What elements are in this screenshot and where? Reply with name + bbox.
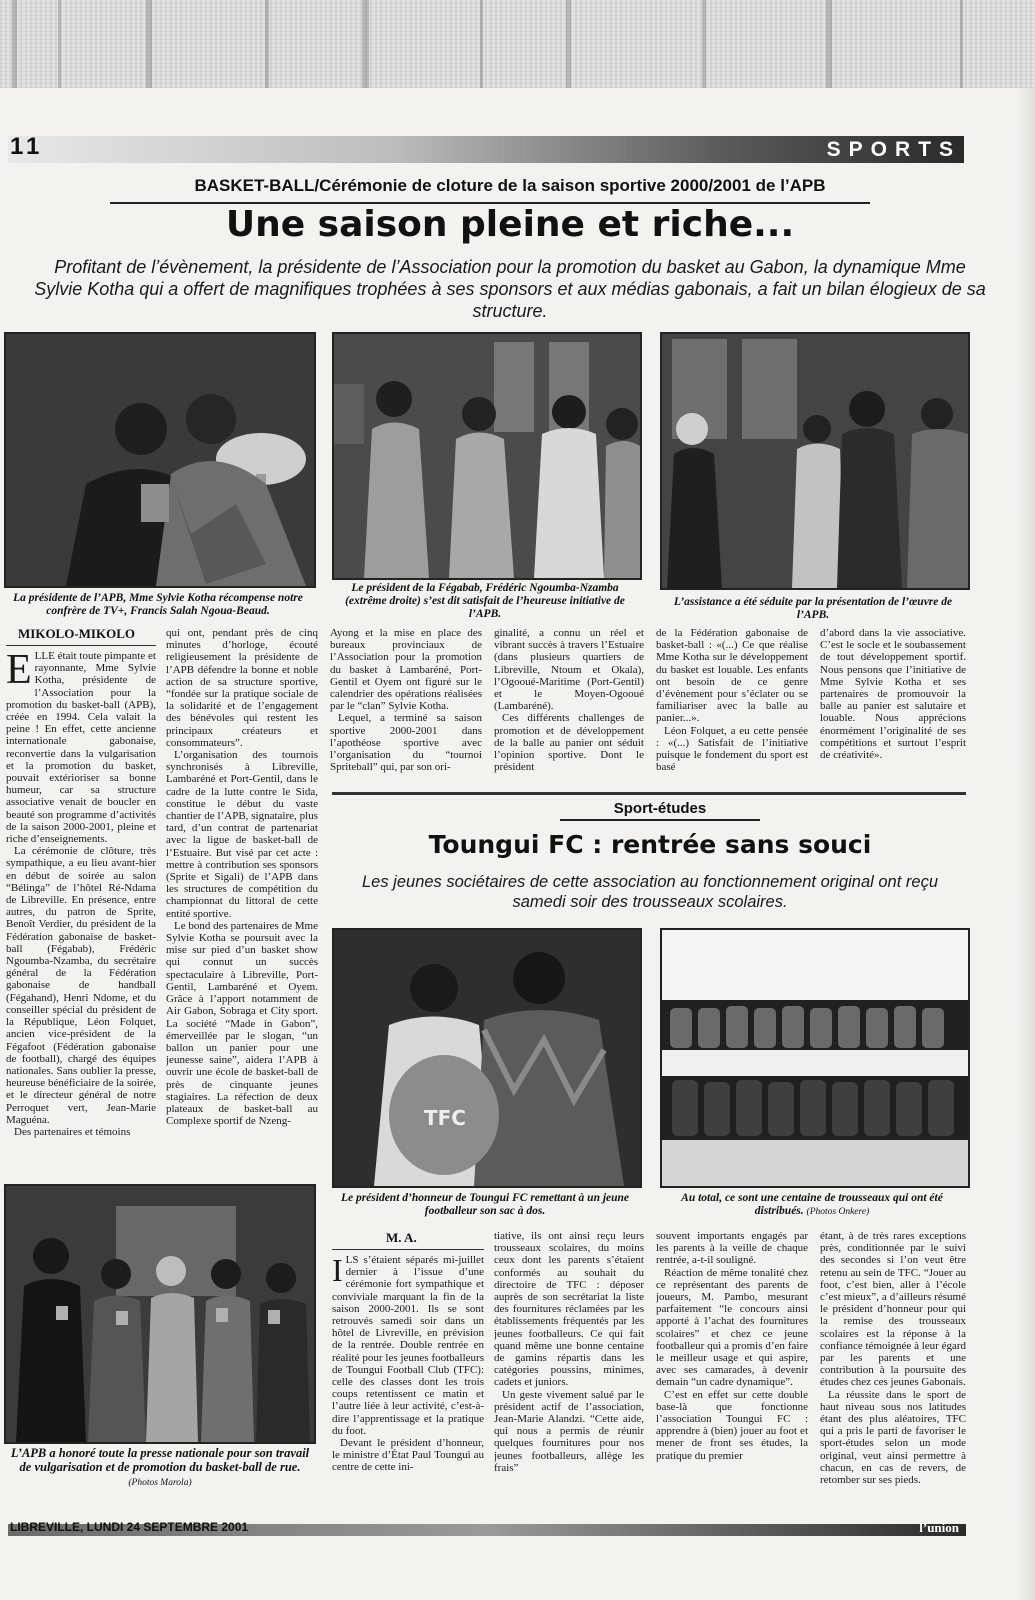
- article1-col-2: [166, 627, 318, 1173]
- caption-photo-6-text: L’APB a honoré toute la presse nationale pour son travail de vulgarisation et de promotion du basket-ball de rue.: [10, 1446, 310, 1474]
- article1-col-4: [494, 627, 644, 783]
- dropcap-2: I: [332, 1254, 343, 1288]
- article1-deck: Profitant de l’évènement, la présidente de l’Association pour la promotion du basket au Gabon, la dynamique Mme Sylvie Kotha qui a offert de magnifiques trophées à ses sponsors et aux médias gabonais, a fait un bilan élogieux de sa structure.: [34, 257, 986, 321]
- article2-col-3-p3: C’est en effet sur cette double base-là que fonctionne l’association Toungui FC : apprendre à (bien) jouer au foot et mener de front ses études, la pratique du premier: [656, 1388, 808, 1462]
- photo-assistance: [660, 332, 970, 590]
- photo-award-ceremony: [4, 332, 316, 588]
- photo-guests-standing: [332, 332, 642, 580]
- caption-photo-6: [10, 1446, 310, 1490]
- article2-col-1-p1: ILS s’étaient séparés mi-juillet dernier à l’issue d’une cérémonie fort sympathique et conviviale marquant la fin de la saison 2000-2001. Ils se sont retrouvés samedi soir dans un hôtel de Livreville, en prévision de la rentrée. Double rentrée en réalité pour les jeunes footballeurs de Toungui Football Club (TFC): celle des classes dont les trois coups retentissent ce matin et l’autre liée à leur activité, c’est-à-dire l’apprentissage et la pratique du foot.: [332, 1254, 484, 1437]
- article1-col-1-p2: La cérémonie de clôture, très sympathique, a eu lieu avant-hier en début de soirée au salon “Bélinga” de l’hôtel Ré-Ndama de Libreville. En présence, entre autres, du patron de Sprite, Benoît Verdier, du président de la Fédération gabonaise de basket-ball (Fégabab), Frédéric Ngoumba-Nzamba, du secrétaire général de la Fédération gabonaise de handball (Fégahand), Henri Ndome, et du conseiller spécial du président de la République, Léon Folquet, ancien vice-président de la Fégafoot (Fédération gabonaise de football), chargé des équipes nationales. Sans oublier la presse, heureuse bénéficiaire de la soirée, et le directeur général de notre Perroquet vert, Jean-Marie Maguéna.: [6, 845, 156, 1126]
- article2-col-4: [820, 1230, 966, 1516]
- caption-photo-3: L’assistance a été séduite par la présentation de l’œuvre de l’APB.: [673, 596, 953, 621]
- caption-photo-5: [662, 1192, 962, 1219]
- byline-rule-2: [332, 1249, 484, 1250]
- caption-photo-6-credit: (Photos Marola): [128, 1478, 192, 1488]
- caption-photo-1: La présidente de l’APB, Mme Sylvie Kotha récompense notre confrère de TV+, Francis Salah Ngoua-Beaud.: [13, 592, 303, 617]
- article2-col-2: [494, 1230, 644, 1516]
- caption-photo-4: Le président d’honneur de Toungui FC remettant à un jeune footballeur son sac à dos.: [340, 1192, 630, 1217]
- article1-col-2-p2: L’organisation des tournois synchronisés à Libreville, Lambaréné et Port-Gentil, dans le cadre de la lutte contre le Sida, constitue le début du vaste chantier de l’APB, signataire, plus tard, d’un contrat de partenariat avec la ligue de basket-ball de l’Estuaire. But visé par cet acte : mettre à contribution ses sponsors (Sprite et Sigali) de l’APB dans les structures de compétition du championnat du littoral de cette entité sportive.: [166, 749, 318, 920]
- section-divider: [332, 792, 966, 795]
- article1-col-5-p2: Léon Folquet, a eu cette pensée : «(...) Satisfait de l’initiative puisque le fondement du sport est basé: [656, 724, 808, 774]
- byline-rule: [6, 645, 156, 646]
- photo-backpack-handover: [332, 928, 642, 1188]
- article1-headline: Une saison pleine et riche...: [225, 204, 795, 245]
- article2-deck: Les jeunes sociétaires de cette association au fonctionnement original ont reçu samedi soir des trousseaux scolaires.: [361, 873, 939, 911]
- article2-col-3: [656, 1230, 808, 1516]
- article2-headline: Toungui FC : rentrée sans souci: [428, 830, 872, 859]
- article2-col-4-p2: La réussite dans le sport de haut niveau sous nos latitudes étant des plus aléatoires, TFC qui a pris le parti de favoriser le sport-études selon un mode original, veut ainsi permettre à chacun, en cas de revers, de retomber sur ses pieds.: [820, 1388, 966, 1487]
- article1-col-4-p1: ginalité, a connu un réel et vibrant succès à travers l’Estuaire (dans plusieurs quartiers de Libreville, Ntoum et Okala), l’Ogooué-Maritime (Port-Gentil) et le Moyen-Ogooué (Lambaréné).: [494, 627, 644, 713]
- article1-col-2-p3: Le bond des partenaires de Mme Sylvie Kotha se poursuit avec la mise sur pied d’un basket show qui connut un succès spectaculaire à Libreville, Port-Gentil, Lambaréné et Oyem. Grâce à l’apport notamment de Air Gabon, Sobraga et City sport. La société “Made in Gabon”, émerveillée par le slogan, “un ballon un panier pour une jeunesse saine”, aidera l’APB à ouvrir une école de basket-ball de près de cinquante jeunes stagiaires. La réfection de deux plateaux de basket-ball au Complexe sportif de Nzeng-: [166, 919, 318, 1128]
- article2-col-1-p2: Devant le président d’honneur, le ministre d’État Paul Toungui au centre de cette ini-: [332, 1437, 484, 1474]
- article2-col-4-p1: étant, à de très rares exceptions près, conditionnée par le suivi des secondes si l’on veut être retenu au sein de TFC. “Jouer au foot, c’est bien, aller à l’école c’est mieux”, a d’ailleurs résumé le président d’honneur pour qui la remise des trousseaux scolaires est la réponse à la confiance témoignée à leur égard par les parents et une contribution à la poursuite des études chez ces jeunes Gabonais.: [820, 1230, 966, 1389]
- photo-backpacks-table: [660, 928, 970, 1188]
- article1-col-3: [330, 627, 482, 783]
- caption-photo-5-credit: (Photos Onkere): [806, 1207, 870, 1217]
- page-edge-shadow: [1017, 88, 1035, 1600]
- header-band: [8, 136, 964, 163]
- scan-border: [0, 0, 1035, 88]
- photo-press-honored: [4, 1184, 316, 1444]
- article1-col-1-p1: ELLE était toute pimpante et rayonnante, Mme Sylvie Kotha, présidente de l’Association pour la promotion du basket-ball (APB), créée en 1994. Cela valait la peine ! En effet, cette ancienne internationale gabonaise, reconvertie dans la vulgarisation et la promotion du basket, pouvait extérioriser sa bonne humeur, car sa structure associative venait de boucler en beauté son programme d’activités de la saison 2000-2001, pleine et riche d’enseignements.: [6, 650, 156, 846]
- article1-col-5: [656, 627, 808, 783]
- article2-kicker: Sport-études: [560, 800, 760, 821]
- article1-col-3-p1: Ayong et la mise en place des bureaux provinciaux de l’Association pour la promotion du basket à Lambaréné, Port-Gentil et Oyem ont figuré sur le calendrier des opérations réalisées par le “clan” Sylvie Kotha.: [330, 627, 482, 713]
- footer-brand: l’union: [919, 1520, 959, 1535]
- article1-col-2-p1: qui ont, pendant près de cinq minutes d’horloge, écouté religieusement la présidente de l’APB défendre la bonne et noble action de sa structure sportive, “fondée sur la pratique sociale de la solidarité et de l’engagement des bénévoles qui restent les principaux créateurs et consommateurs”.: [166, 627, 318, 749]
- article2-byline: M. A.: [386, 1230, 417, 1245]
- section-label: SPORTS: [826, 138, 961, 161]
- article2-col-3-p1: souvent importants engagés par les parents à la veille de chaque rentrée, a-t-il souligné.: [656, 1230, 808, 1267]
- article1-col-5-p1: de la Fédération gabonaise de basket-ball : «(...) Ce que réalise Mme Kotha sur le développement du basket est louable. Les enfants ont besoin de ce genre d’évènement pour s’éclater ou se familiariser avec la balle au panier...».: [656, 627, 808, 725]
- page-number: 11: [10, 133, 44, 160]
- caption-photo-2: Le président de la Fégabab, Frédéric Ngoumba-Nzamba (extrême droite) s’est dit satisfait de l’heureuse initiative de l’APB.: [345, 582, 625, 620]
- article1-col-6-p1: d’abord dans la vie associative. C’est le socle et le soubassement de tout développement sportif. Nous pensons que l’initiative de Mme Sylvie Kotha et ses partenaires de promouvoir la balle au panier est salutaire et louable. Nous apprécions énormément l’originalité de ses compétitions et surtout l’esprit de créativité».: [820, 627, 966, 762]
- dropcap: E: [6, 650, 32, 693]
- svg-text:TFC: TFC: [424, 1106, 466, 1130]
- article2-col-2-p2: Un geste vivement salué par le président actif de l’association, Jean-Marie Alandzi. “Cette aide, qui nous a permis de réunir quelques fournitures pour nos jeunes footballeurs, allège les frais”: [494, 1388, 644, 1474]
- article1-kicker: BASKET-BALL/Cérémonie de cloture de la saison sportive 2000/2001 de l’APB: [194, 176, 826, 195]
- article1-col-3-p2: Lequel, a terminé sa saison sportive 2000-2001 dans l’apothéose sportive avec l’organisation du “tournoi Spriteball” qui, par son ori-: [330, 712, 482, 774]
- footer-dateline: LIBREVILLE, LUNDI 24 SEPTEMBRE 2001: [10, 1520, 249, 1534]
- article1-byline: MIKOLO-MIKOLO: [18, 626, 135, 641]
- article1-col-1-p3: Des partenaires et témoins: [14, 1125, 131, 1138]
- article1-col-1: [6, 650, 156, 1172]
- article2-col-1: [332, 1254, 484, 1516]
- caption-photo-5-text: Au total, ce sont une centaine de trousseaux qui ont été distribués.: [681, 1192, 943, 1217]
- article1-col-4-p2: Ces différents challenges de promotion et de développement de la balle au panier ont séduit l’opinion sportive. Dont le président: [494, 712, 644, 774]
- article2-col-2-p1: tiative, ils ont ainsi reçu leurs trousseaux scolaires, du moins ceux dont les parents s’étaient conformés au souhait du directoire de TFC : déposer auprès de son secrétariat la liste des fournitures réclamées par les établissements fréquentés par les jeunes footballeurs. Ce qui fait quand même une bonne centaine de gamins répartis dans les catégories poussins, minimes, cadets et juniors.: [494, 1230, 644, 1389]
- article2-col-3-p2: Réaction de même tonalité chez ce représentant des parents de joueurs, M. Pambo, mesurant parfaitement “le concours ainsi apporté à l’achat des fournitures scolaires” et chez ce jeune footballeur qui a promis d’en faire le meilleur usage et qui aspire, avec ses camarades, à devenir demain “un cadre dynamique”.: [656, 1266, 808, 1389]
- article1-col-6: [820, 627, 966, 783]
